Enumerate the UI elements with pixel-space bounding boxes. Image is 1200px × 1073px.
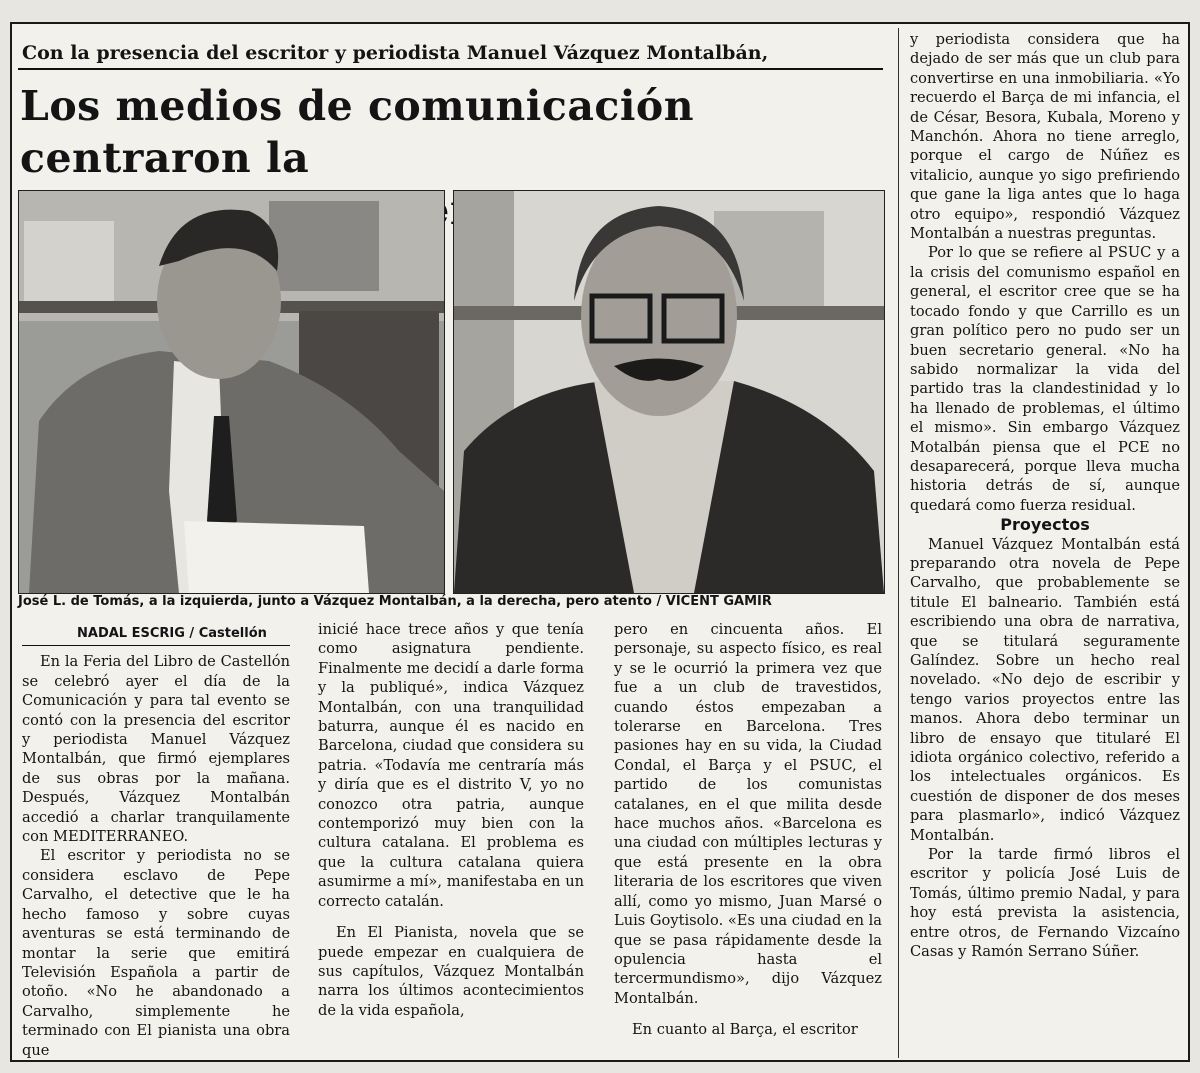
paragraph: pero en cincuenta años. El personaje, su aspecto físico, es real y se le ocurrió la primera vez que fue a un club de travestidos, cuando éstos empezaban a tolerarse en Barcelona. Tres pasiones hay en su vida, la Ciudad Condal, el Barça y el PSUC, el partido de los comunistas catalanes, en el que milita desde hace muchos años. «Barcelona es una ciudad con múltiples lecturas y que está presente en la obra literaria de los escritores que viven allí, como yo mismo, Juan Marsé o Luis Goytisolo. «Es una ciudad en la que se pasa rápidamente desde la opulencia hasta el tercermundismo», dijo Vázquez Montalbán. <box>614 621 883 1007</box>
photo-vazquez-montalban-image <box>454 191 884 593</box>
column-1 <box>22 624 290 1060</box>
subheading-proyectos: Proyectos <box>1000 515 1090 535</box>
paragraph: inicié hace trece años y que tenía como asignatura pendiente. Finalmente me decidí a darle forma y la publiqué», indica Vázquez Montalbán, con una tranquilidad baturra, aunque él es nacido en Barcelona, ciudad que considera su patria. «Todavía me centraría más y diría que es el distrito V, yo no conozco otra patria, aunque contemporizó muy bien con la cultura catalana. El problema es que la cultura catalana quiera asumirme a mí», manifestaba en un correcto catalán. <box>318 621 584 910</box>
column-divider <box>898 28 899 1058</box>
paragraph: En la Feria del Libro de Castellón se celebró ayer el día de la Comunicación y para tal evento se contó con la presencia del escritor y periodista Manuel Vázquez Montalbán, que firmó ejemplares de sus obras por la mañana. Después, Vázquez Montalbán accedió a charlar tranquilamente con MEDITERRANEO. <box>22 653 290 846</box>
paragraph: El escritor y periodista no se considera esclavo de Pepe Carvalho, el detective que le ha hecho famoso y sobre cuyas aventuras se está terminando de montar la serie que emitirá Televisión Española a partir de otoño. «No he abandonado a Carvalho, simplemente he terminado con El pianista una obra que <box>22 847 290 1059</box>
paragraph: En cuanto al Barça, el escritor <box>632 1021 858 1039</box>
photo-caption: José L. de Tomás, a la izquierda, junto a Vázquez Montalbán, a la derecha, pero atento / VICENT GAMIR <box>18 594 772 609</box>
paragraph: Manuel Vázquez Montalbán está preparando otra novela de Pepe Carvalho, que probablemente se titule El balneario. También está escribiendo una obra de narrativa, que se titulará seguramente Galíndez. Sobre un hecho real novelado. «No dejo de escribir y tengo varios proyectos entre las manos. Ahora debo terminar un libro de ensayo que titularé El idiota orgánico colectivo, referido a los intelectuales orgánicos. Es cuestión de disponer de dos meses para plasmarlo», indicó Vázquez Montalbán. <box>910 535 1180 844</box>
column-3 <box>614 620 882 1040</box>
column-2 <box>318 620 584 1020</box>
headline-line-1: Los medios de comunicación centraron la <box>20 82 695 182</box>
column-4 <box>910 30 1180 962</box>
kicker-rule <box>18 68 883 70</box>
byline: NADAL ESCRIG / Castellón <box>22 624 290 646</box>
paragraph: En El Pianista, novela que se puede empezar en cualquiera de sus capítulos, Vázquez Montalbán narra los últimos acontecimientos de la vida española, <box>318 924 584 1019</box>
paragraph: Por la tarde firmó libros el escritor y policía José Luis de Tomás, último premio Nadal, y para hoy está prevista la asistencia, entre otros, de Fernando Vizcaíno Casas y Ramón Serrano Súñer. <box>910 846 1180 961</box>
paragraph: y periodista considera que ha dejado de ser más que un club para convertirse en una inmobiliaria. «Yo recuerdo el Barça de mi infancia, el de César, Besora, Kubala, Moreno y Manchón. Ahora no tiene arreglo, porque el cargo de Núñez es vitalicio, aunque yo sigo prefiriendo que gane la liga antes que lo haga otro equipo», respondió Vázquez Montalbán a nuestras preguntas. <box>910 31 1180 243</box>
photo-vazquez-montalban <box>453 190 885 594</box>
kicker: Con la presencia del escritor y periodista Manuel Vázquez Montalbán, <box>22 42 769 64</box>
photo-jose-l-de-tomas-image <box>19 191 444 593</box>
paragraph: Por lo que se refiere al PSUC y a la crisis del comunismo español en general, el escritor cree que se ha tocado fondo y que Carrillo es un gran político pero no pudo ser un buen secretario general. «No ha sabido normalizar la vida del partido tras la clandestinidad y lo ha llenado de problemas, el último el mismo». Sin embargo Vázquez Motalbán piensa que el PCE no desaparecerá, porque lleva mucha historia detrás de sí, aunque quedará como fuerza residual. <box>910 244 1180 514</box>
photo-jose-l-de-tomas <box>18 190 445 594</box>
headline-line-2: en <box>423 186 481 234</box>
